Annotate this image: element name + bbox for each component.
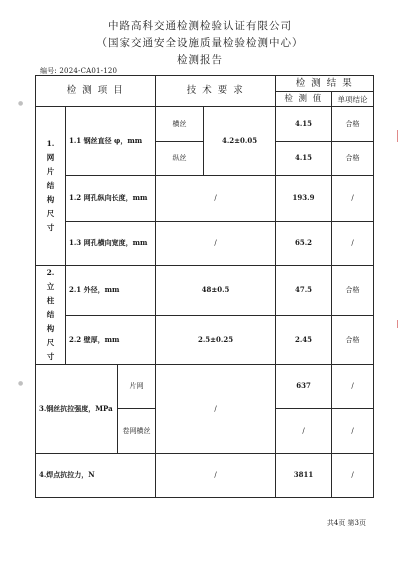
wall-thickness-result: 合格 <box>332 315 374 365</box>
tensile-strength-sub-panel: 片网 <box>118 365 156 409</box>
weld-tensile-result: / <box>332 454 374 498</box>
tensile-strength-sub-roll: 卷网横丝 <box>118 409 156 454</box>
group1-label <box>36 107 66 266</box>
weld-tensile-label: 4.焊点抗拉力，N <box>36 454 156 498</box>
mesh-length-requirement: / <box>156 176 276 222</box>
weld-tensile-requirement: / <box>156 454 276 498</box>
wire-diameter-sub-transverse: 横丝 <box>156 107 204 142</box>
wall-thickness-requirement: 2.5±0.25 <box>156 315 276 365</box>
header-result: 检 测 结 果 <box>276 76 374 92</box>
outer-diameter-requirement: 48±0.5 <box>156 266 276 316</box>
outer-diameter-result: 合格 <box>332 266 374 316</box>
wire-diameter-result-2: 合格 <box>332 142 374 176</box>
company-name: 中路高科交通检测检验认证有限公司 <box>108 20 292 32</box>
wire-diameter-result-1: 合格 <box>332 107 374 142</box>
mesh-length-value: 193.9 <box>276 176 332 222</box>
wire-diameter-label: 1.1 钢丝直径 φ，mm <box>66 107 156 176</box>
tensile-strength-result-1: / <box>332 365 374 409</box>
center-name: （国家交通安全设施质量检验检测中心） <box>96 37 304 49</box>
tensile-strength-result-2: / <box>332 409 374 454</box>
group1-label-text: 1. 网 片 结 构 尺 寸 <box>46 139 55 232</box>
scan-mark-red <box>397 320 398 328</box>
tensile-strength-value-2: / <box>276 409 332 454</box>
wall-thickness-label: 2.2 壁厚，mm <box>66 315 156 365</box>
report-code: 编号: 2024-CA01-120 <box>40 67 118 75</box>
page-footer: 共4页 第3页 <box>326 519 366 527</box>
outer-diameter-value: 47.5 <box>276 266 332 316</box>
mesh-width-result: / <box>332 222 374 266</box>
header-conclusion: 单项结论 <box>332 92 374 107</box>
tensile-strength-value-1: 637 <box>276 365 332 409</box>
mesh-width-requirement: / <box>156 222 276 266</box>
mesh-length-result: / <box>332 176 374 222</box>
header-item: 检 测 项 目 <box>36 76 156 107</box>
mesh-length-label: 1.2 网孔纵向长度，mm <box>66 176 156 222</box>
wire-diameter-requirement: 4.2±0.05 <box>204 107 276 176</box>
tensile-strength-label: 3.钢丝抗拉强度，MPa <box>36 365 118 454</box>
group2-label <box>36 266 66 365</box>
scan-mark: ● <box>18 380 24 387</box>
mesh-width-value: 65.2 <box>276 222 332 266</box>
outer-diameter-label: 2.1 外径，mm <box>66 266 156 316</box>
header-value: 检 测 值 <box>276 92 332 107</box>
wire-diameter-value-1: 4.15 <box>276 107 332 142</box>
mesh-width-label: 1.3 网孔横向宽度，mm <box>66 222 156 266</box>
wire-diameter-sub-longitudinal: 纵丝 <box>156 142 204 176</box>
tensile-strength-requirement: / <box>156 365 276 454</box>
wire-diameter-value-2: 4.15 <box>276 142 332 176</box>
weld-tensile-value: 3811 <box>276 454 332 498</box>
wall-thickness-value: 2.45 <box>276 315 332 365</box>
scan-mark-red <box>397 130 398 142</box>
report-title: 检测报告 <box>177 54 223 66</box>
group2-label-text: 2. 立 柱 结 构 尺 寸 <box>46 268 55 361</box>
test-results-table <box>35 75 374 498</box>
header-requirement: 技 术 要 求 <box>156 76 276 107</box>
scan-mark: ● <box>18 100 24 107</box>
